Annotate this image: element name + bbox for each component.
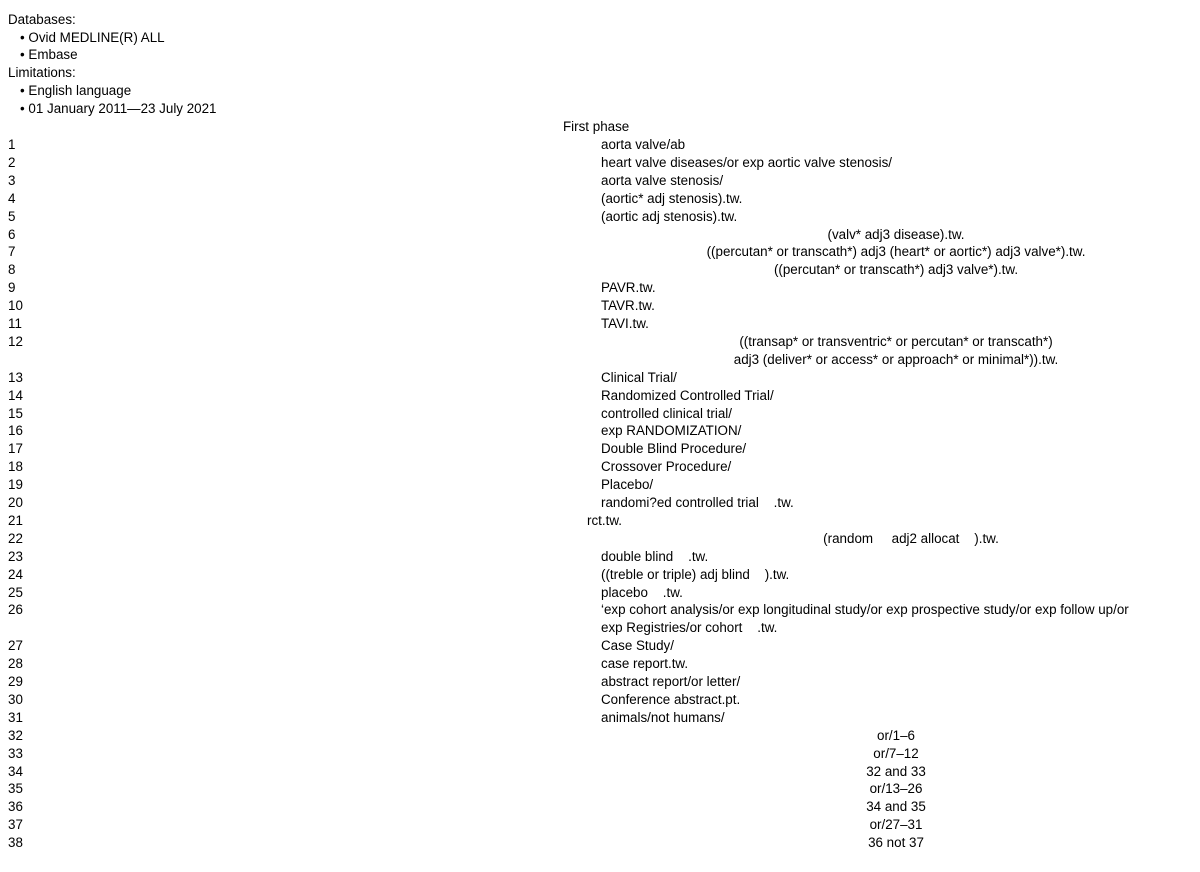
query-text: ((treble or triple) adj blind ).tw. [601, 566, 790, 582]
row-number: 14 [8, 387, 23, 403]
row-number: 18 [8, 459, 23, 475]
limitations-label: Limitations: [8, 65, 76, 80]
row-number: 37 [8, 817, 23, 833]
phase-title: First phase [563, 119, 630, 134]
row-number: 29 [8, 674, 23, 689]
query-text: PAVR.tw. [601, 280, 656, 296]
row-number: 23 [8, 548, 23, 564]
query-text: ((transap* or transventric* or percutan* or transcath*) [739, 333, 1053, 349]
query-text: ‘exp cohort analysis/or exp longitudinal study/or exp prospective study/or exp follow up/or [601, 602, 1129, 618]
limitation-item: • 01 January 2011—23 July 2021 [20, 101, 217, 116]
query-text: placebo .tw. [601, 584, 683, 600]
row-number: 12 [8, 333, 23, 349]
query-text: aorta valve stenosis/ [601, 172, 724, 188]
query-text: 34 and 35 [866, 799, 926, 815]
databases-label: Databases: [8, 12, 76, 27]
database-item: • Ovid MEDLINE(R) ALL [20, 30, 165, 45]
limitation-item: • English language [20, 83, 132, 98]
row-number: 26 [8, 602, 23, 618]
database-item: • Embase [20, 47, 78, 62]
row-number: 35 [8, 781, 23, 797]
row-number: 8 [8, 262, 16, 278]
row-number: 34 [8, 763, 23, 779]
row-number: 21 [8, 512, 23, 528]
row-number: 27 [8, 638, 23, 654]
row-number: 19 [8, 477, 23, 493]
row-number: 2 [8, 154, 16, 170]
query-text: Crossover Procedure/ [601, 459, 732, 475]
row-number: 6 [8, 226, 16, 242]
row-number: 17 [8, 441, 23, 457]
query-text: Conference abstract.pt. [601, 691, 741, 707]
query-text: (random adj2 allocat ).tw. [823, 530, 999, 546]
query-text: Double Blind Procedure/ [601, 441, 747, 457]
query-text: TAVR.tw. [601, 298, 655, 314]
query-text: 32 and 33 [866, 763, 926, 779]
row-number: 4 [8, 190, 16, 206]
query-text: Placebo/ [601, 477, 654, 493]
query-text: case report.tw. [601, 656, 689, 672]
query-text: exp Registries/or cohort .tw. [601, 620, 778, 636]
query-text: double blind .tw. [601, 548, 709, 564]
row-number: 24 [8, 566, 23, 582]
query-text: or/1–6 [877, 727, 915, 743]
query-text: animals/not humans/ [601, 709, 725, 725]
query-text: (aortic adj stenosis).tw. [601, 208, 738, 224]
row-number: 22 [8, 530, 23, 546]
row-number: 36 [8, 799, 23, 815]
row-number: 11 [8, 316, 22, 331]
query-text: ((percutan* or transcath*) adj3 valve*).tw. [773, 262, 1019, 278]
row-number: 32 [8, 727, 23, 743]
row-number: 25 [8, 584, 23, 600]
query-text: aorta valve/ab [601, 137, 686, 152]
row-number: 38 [8, 835, 23, 851]
query-text: TAVI.tw. [601, 316, 649, 331]
query-text: (valv* adj3 disease).tw. [827, 226, 965, 242]
row-number: 33 [8, 745, 23, 761]
row-number: 30 [8, 691, 23, 707]
query-text: (aortic* adj stenosis).tw. [601, 190, 743, 206]
row-number: 20 [8, 495, 23, 510]
row-number: 31 [8, 709, 23, 725]
query-text: ((percutan* or transcath*) adj3 (heart* or aortic*) adj3 valve*).tw. [706, 244, 1086, 260]
row-number: 28 [8, 656, 23, 672]
query-text: rct.tw. [587, 512, 622, 528]
row-number: 9 [8, 280, 16, 296]
row-number: 10 [8, 298, 23, 314]
query-text: adj3 (deliver* or access* or approach* or minimal*)).tw. [733, 351, 1059, 367]
row-number: 5 [8, 208, 16, 224]
query-text: or/27–31 [869, 817, 923, 833]
row-number: 16 [8, 423, 23, 439]
row-number: 3 [8, 172, 16, 188]
query-text: or/7–12 [873, 745, 919, 761]
query-text: 36 not 37 [868, 835, 924, 851]
row-number: 1 [8, 137, 16, 152]
query-text: Case Study/ [601, 638, 674, 654]
row-number: 13 [8, 369, 23, 385]
query-text: or/13–26 [869, 781, 923, 797]
query-text: randomi?ed controlled trial .tw. [601, 495, 794, 510]
query-text: Randomized Controlled Trial/ [601, 387, 774, 403]
row-number: 15 [8, 405, 23, 421]
row-number: 7 [8, 244, 16, 260]
query-text: heart valve diseases/or exp aortic valve stenosis/ [601, 154, 893, 170]
query-text: controlled clinical trial/ [601, 405, 732, 421]
query-text: abstract report/or letter/ [601, 674, 741, 689]
query-text: exp RANDOMIZATION/ [601, 423, 742, 439]
query-text: Clinical Trial/ [601, 369, 677, 385]
